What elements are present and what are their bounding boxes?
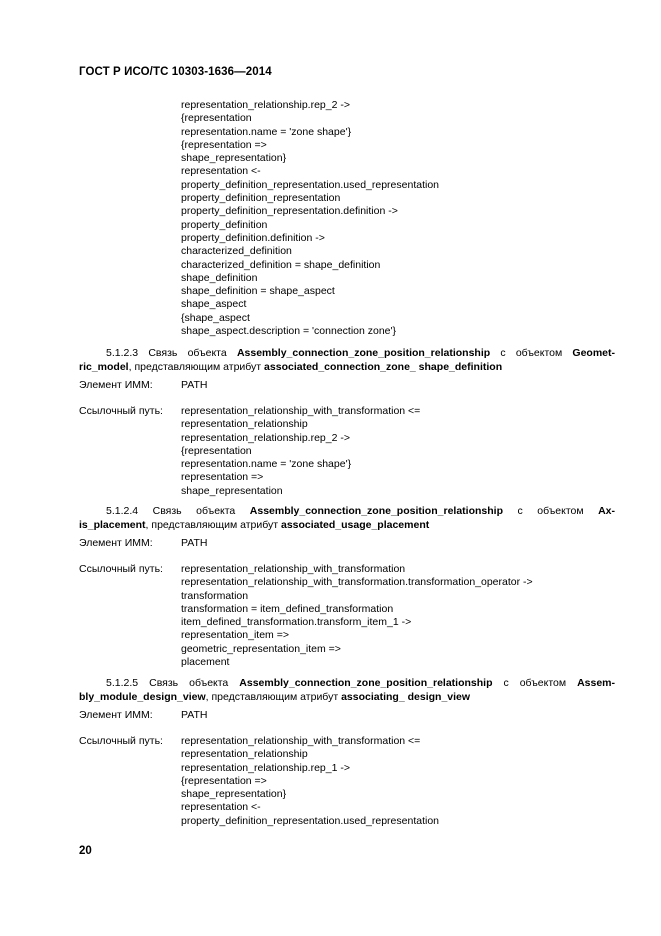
element-label: Элемент ИММ:	[79, 537, 153, 549]
path-line: representation_relationship_with_transformation <=	[181, 735, 421, 747]
clause-text: Связь объекта	[148, 347, 237, 359]
path-line: shape_representation	[181, 484, 283, 497]
clause-text: с объектом	[503, 505, 599, 517]
attribute-name: associated_usage_placement	[280, 519, 430, 531]
clause-5-1-2-4	[79, 504, 615, 532]
path-line: property_definition	[181, 218, 268, 231]
target-entity: bly_module_design_view	[79, 691, 206, 703]
entity-name: Assembly_connection_zone_position_relationship	[236, 347, 491, 359]
path-line: shape_representation}	[181, 788, 287, 801]
clause-text: с объектом	[492, 677, 578, 689]
clause-5-1-2-3	[79, 346, 615, 374]
path-line: {representation =>	[181, 138, 267, 151]
target-entity: is_placement	[79, 519, 146, 531]
clause-number: 5.1.2.5	[106, 677, 139, 689]
path-line: geometric_representation_item =>	[181, 642, 341, 655]
path-line: property_definition.definition ->	[181, 231, 325, 244]
path-line: shape_representation}	[181, 152, 287, 165]
target-entity: Geomet-	[572, 347, 616, 359]
path-line: representation <-	[181, 165, 261, 178]
path-lines	[181, 405, 420, 498]
clause-5-1-2-5	[79, 676, 615, 704]
path-line: transformation = item_defined_transformation	[181, 602, 394, 615]
path-label: Ссылочный путь:	[79, 563, 163, 575]
clause-line-2	[79, 690, 615, 704]
path-line: representation_item =>	[181, 629, 289, 642]
path-line: {representation	[181, 112, 252, 125]
path-line: property_definition_representation	[181, 192, 341, 205]
clause-line-1	[79, 676, 615, 690]
path-line: representation.name = 'zone shape'}	[181, 125, 352, 138]
path-line: representation_relationship.rep_2 ->	[181, 99, 350, 111]
path-line: {shape_aspect	[181, 311, 250, 324]
target-entity: Assem-	[577, 677, 616, 689]
path-line: item_defined_transformation.transform_item_1 ->	[181, 616, 412, 629]
path-line: representation_relationship_with_transformation	[181, 563, 406, 575]
element-label: Элемент ИММ:	[79, 379, 153, 391]
path-line: transformation	[181, 589, 249, 602]
path-line: placement	[181, 656, 230, 669]
path-line: representation <-	[181, 801, 261, 814]
path-line: property_definition_representation.used_representation	[181, 814, 440, 827]
top-path-block	[181, 99, 439, 338]
path-line: representation_relationship	[181, 748, 308, 761]
path-label: Ссылочный путь:	[79, 405, 163, 417]
clause-line-1	[79, 504, 615, 518]
path-line: representation.name = 'zone shape'}	[181, 458, 352, 471]
path-lines	[181, 735, 439, 828]
clause-line-2	[79, 360, 615, 374]
clause-number: 5.1.2.3	[106, 347, 139, 359]
path-line: shape_aspect.description = 'connection zone'}	[181, 325, 397, 338]
path-line: representation_relationship.rep_1 ->	[181, 761, 350, 774]
clause-text: Связь объекта	[149, 677, 240, 689]
target-entity: Ax-	[598, 505, 616, 517]
attribute-name: associated_connection_zone_ shape_definition	[264, 361, 503, 373]
path-line: characterized_definition = shape_definition	[181, 258, 381, 271]
path-line: {representation =>	[181, 774, 267, 787]
path-line: shape_definition	[181, 271, 258, 284]
document-header: ГОСТ Р ИСО/ТС 10303-1636—2014	[79, 66, 272, 78]
target-entity: ric_model	[79, 361, 129, 373]
path-line: property_definition_representation.used_representation	[181, 178, 440, 191]
element-value: PATH	[181, 379, 208, 391]
clause-text: , представляющим атрибут	[205, 691, 342, 703]
clause-text: , представляющим атрибут	[128, 361, 265, 373]
clause-text: с объектом	[490, 347, 573, 359]
clause-number: 5.1.2.4	[106, 505, 139, 517]
path-line: representation_relationship.rep_2 ->	[181, 431, 350, 444]
page-number: 20	[79, 845, 92, 857]
path-line: representation_relationship_with_transformation.transformation_operator ->	[181, 576, 533, 589]
element-value: PATH	[181, 537, 208, 549]
path-lines	[181, 563, 533, 669]
entity-name: Assembly_connection_zone_position_relationship	[239, 677, 493, 689]
path-line: shape_aspect	[181, 298, 247, 311]
clause-text: Связь объекта	[152, 505, 250, 517]
path-line: representation_relationship	[181, 418, 308, 431]
clause-line-2	[79, 518, 615, 532]
element-value: PATH	[181, 709, 208, 721]
path-line: {representation	[181, 444, 252, 457]
path-line: representation =>	[181, 471, 264, 484]
path-line: shape_definition = shape_aspect	[181, 285, 335, 298]
path-line: property_definition_representation.definition ->	[181, 205, 398, 218]
path-label: Ссылочный путь:	[79, 735, 163, 747]
entity-name: Assembly_connection_zone_position_relationship	[249, 505, 503, 517]
attribute-name: associating_ design_view	[341, 691, 471, 703]
clause-line-1	[79, 346, 615, 360]
clause-text: , представляющим атрибут	[145, 519, 281, 531]
path-line: representation_relationship_with_transformation <=	[181, 405, 421, 417]
element-label: Элемент ИММ:	[79, 709, 153, 721]
path-line: characterized_definition	[181, 245, 292, 258]
